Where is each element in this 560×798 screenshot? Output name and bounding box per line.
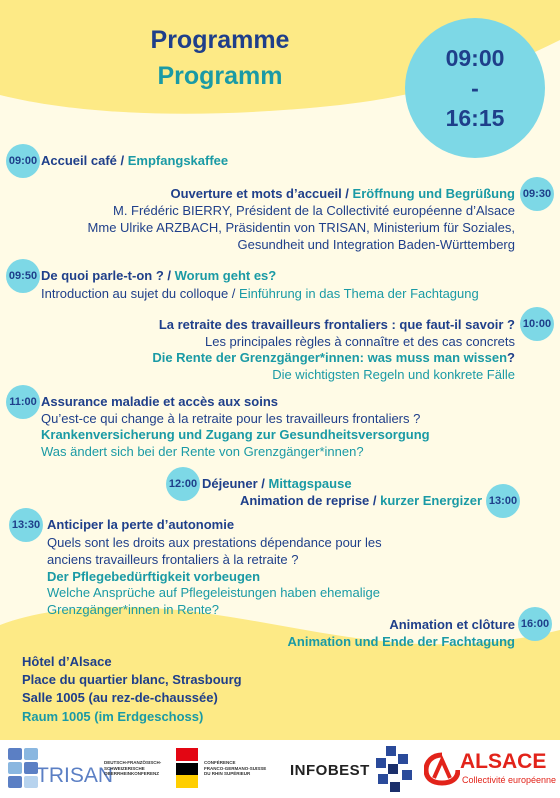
item-0900-title [41,152,228,169]
time-badge-0950: 09:50 [6,259,40,293]
item-0930-de: Eröffnung und Begrüßung [352,186,515,201]
item-0930-speaker-1: M. Frédéric BIERRY, Président de la Collectivité européenne d’Alsace [112,203,515,218]
item-1100-fr: Assurance maladie et accès aux soins [41,394,279,409]
venue-room-de: Raum 1005 (im Erdgeschoss) [22,709,204,724]
item-1200-fr: Déjeuner [202,476,258,491]
item-1600-fr: Animation et clôture [389,617,515,632]
time-badge-1000: 10:00 [520,307,554,341]
infobest-cube-icon [372,744,416,798]
sep: / [163,268,175,283]
item-1330-sub-de-1: Welche Ansprüche auf Pflegeleistungen haben ehemalige [47,585,380,600]
item-1330-sub-fr-1: Quels sont les droits aux prestations dépendance pour les [47,535,382,550]
item-0950-fr: De quoi parle-t-on ? [41,268,164,283]
item-0950-title [41,267,276,284]
conference-logo [204,760,278,777]
puzzle-icon [6,746,40,790]
infobest-wordmark: INFOBEST [290,762,370,779]
orok-line-1: DEUTSCH-FRANZÖSISCH- [104,760,162,765]
sep: / [369,493,381,508]
item-0900-fr: Accueil café [41,153,117,168]
cfgs-line-1: CONFÉRENCE [204,760,236,765]
venue-address: Place du quartier blanc, Strasbourg [22,672,242,687]
time-separator: - [471,75,479,101]
item-0950-subtitle [41,285,479,302]
item-1300-fr: Animation de reprise [239,493,370,508]
item-1100-sub-de: Was ändert sich bei der Rente von Grenzgänger*innen? [41,444,364,459]
time-badge-0930: 09:30 [520,177,554,211]
qmark: ? [507,350,515,365]
item-1000-sub-fr: Les principales règles à connaître et des cas concrets [204,334,515,349]
item-0930-fr: Ouverture et mots d’accueil [170,186,342,201]
item-1330-sub-de-2: Grenzgänger*innen in Rente? [47,602,220,617]
item-1000-de: Die Rente der Grenzgänger*innen: was muss man wissen [152,350,508,365]
item-1100-de: Krankenversicherung und Zugang zur Gesundheitsversorgung [41,427,430,442]
item-1200-title [202,475,352,492]
item-1000-de-line [152,349,515,366]
venue-room-fr: Salle 1005 (au rez-de-chaussée) [22,690,218,705]
sep: / [116,153,128,168]
alsace-logo-icon [424,752,460,791]
alsace-subtitle: Collectivité européenne [462,775,557,785]
orok-line-2: SCHWEIZERISCHE [104,765,145,771]
trisan-logo [6,746,114,792]
sep: / [341,186,353,201]
title-french: Programme [150,26,290,54]
item-1330-fr: Anticiper la perte d’autonomie [47,517,235,532]
time-badge-1330: 13:30 [9,508,43,542]
item-0950-sub-fr: Introduction au sujet du colloque [41,286,229,301]
title-german: Programm [157,62,283,90]
venue-name: Hôtel d’Alsace [22,654,112,669]
oberrheinkonferenz-logo [104,760,170,777]
sep: / [257,476,269,491]
time-badge-1300: 13:00 [486,484,520,518]
item-0930-speaker-2: Mme Ulrike ARZBACH, Präsidentin von TRISAN, Ministerium für Soziales, [87,220,515,235]
item-0930-title [170,185,515,202]
time-start: 09:00 [445,45,505,71]
trisan-wordmark: TRISAN [36,764,114,787]
item-0950-sub-de: Einführung in das Thema der Fachtagung [239,286,479,301]
item-0950-de: Worum geht es? [174,268,277,283]
alsace-wordmark: ALSACE [460,750,547,773]
item-1300-title [240,492,482,509]
item-1000-fr: La retraite des travailleurs frontaliers : que faut-il savoir ? [158,317,515,332]
time-range-circle [405,18,545,158]
item-1600-de: Animation und Ende der Fachtagung [287,634,515,649]
sep: / [228,286,240,301]
time-badge-1100: 11:00 [6,385,40,419]
time-badge-0900: 09:00 [6,144,40,178]
partner-logos-bar [0,740,560,798]
cfgs-line-2: FRANCO-GERMANO-SUISSE [204,765,267,771]
item-1330-de: Der Pflegebedürftigkeit vorbeugen [47,569,261,584]
time-badge-1600: 16:00 [518,607,552,641]
time-end: 16:15 [445,105,505,131]
item-1300-de: kurzer Energizer [380,493,482,508]
item-1000-sub-de: Die wichtigsten Regeln und konkrete Fälle [272,367,515,382]
flags-icon [176,748,198,788]
item-1200-de: Mittagspause [268,476,352,491]
orok-line-3: OBERRHEINKONFERENZ [104,771,160,776]
cfgs-line-3: DU RHIN SUPÉRIEUR [204,771,251,776]
item-1100-sub-fr: Qu’est-ce qui change à la retraite pour les travailleurs frontaliers ? [41,411,421,426]
item-1330-sub-fr-2: anciens travailleurs frontaliers à la retraite ? [47,552,299,567]
item-0900-de: Empfangskaffee [127,153,229,168]
time-badge-1200: 12:00 [166,467,200,501]
item-0930-speaker-3: Gesundheit und Integration Baden-Württemberg [237,237,515,252]
